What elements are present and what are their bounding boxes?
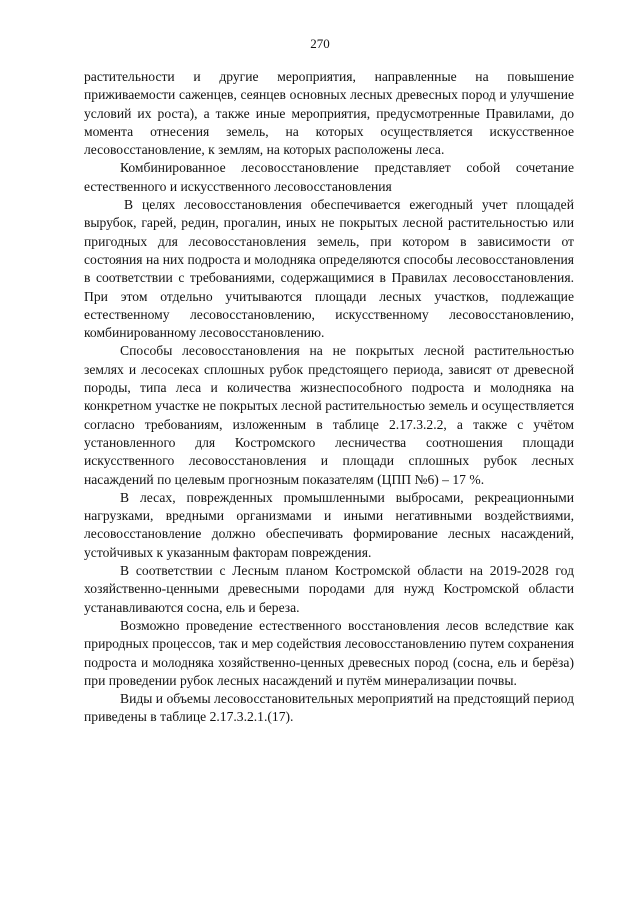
paragraph: В целях лесовосстановления обеспечивается ежегодный учет площадей вырубок, гарей, редин, прогалин, иных не покрытых лесной растительностью или пригодных для лесовосстановления земель, при котором в зависимости от состояния на них подроста и молодняка определяются способы лесовосстановления в соответствии с требованиями, содержащимися в Правилах лесовосстановления. При этом отдельно учитываются площади лесных участков, подлежащие естественному лесовосстановлению, искусственному лесовосстановлению, комбинированному лесовосстановлению. <box>84 197 574 341</box>
paragraph: растительности и другие мероприятия, направленные на повышение приживаемости саженцев, сеянцев основных лесных древесных пород и улучшение условий их роста), а также иные мероприятия, предусмотренные Правилами, до момента отнесения земель, на которых осуществляется искусственное лесовосстановление, к землям, на которых расположены леса. <box>84 69 574 158</box>
paragraph: Способы лесовосстановления на не покрытых лесной растительностью землях и лесосеках сплошных рубок предстоящего периода, зависят от древесной породы, типа леса и количества жизнеспособного подроста и молодняка на конкретном участке не покрытых лесной растительностью земель и осуществляется согласно требованиям, изложенным в таблице 2.17.3.2.2, а также с учётом установленного для Костромского лесничества соотношения площади искусственного лесовосстановления и площади сплошных рубок лесных насаждений по целевым прогнозным показателям (ЦПП №6) – 17 %. <box>84 343 574 487</box>
paragraph: В соответствии с Лесным планом Костромской области на 2019-2028 год хозяйственно-ценными древесными породами для нужд Костромской области устанавливаются сосна, ель и береза. <box>84 563 574 615</box>
paragraph: В лесах, поврежденных промышленными выбросами, рекреационными нагрузками, вредными организмами и иными негативными воздействиями, лесовосстановление должно обеспечивать формирование лесных насаждений, устойчивых к указанным факторам повреждения. <box>84 489 574 560</box>
body-text <box>84 68 574 727</box>
page-number: 270 <box>310 36 330 51</box>
paragraph: Виды и объемы лесовосстановительных мероприятий на предстоящий период приведены в таблице 2.17.3.2.1.(17). <box>84 691 574 725</box>
paragraph: Возможно проведение естественного восстановления лесов вследствие как природных процессов, так и мер содействия лесовосстановлению путем сохранения подроста и молодняка хозяйственно-ценных древесных пород (сосна, ель и берёза) при проведении рубок лесных насаждений и путём минерализации почвы. <box>84 617 574 688</box>
paragraph: Комбинированное лесовосстановление представляет собой сочетание естественного и искусственного лесовосстановления <box>84 160 574 194</box>
